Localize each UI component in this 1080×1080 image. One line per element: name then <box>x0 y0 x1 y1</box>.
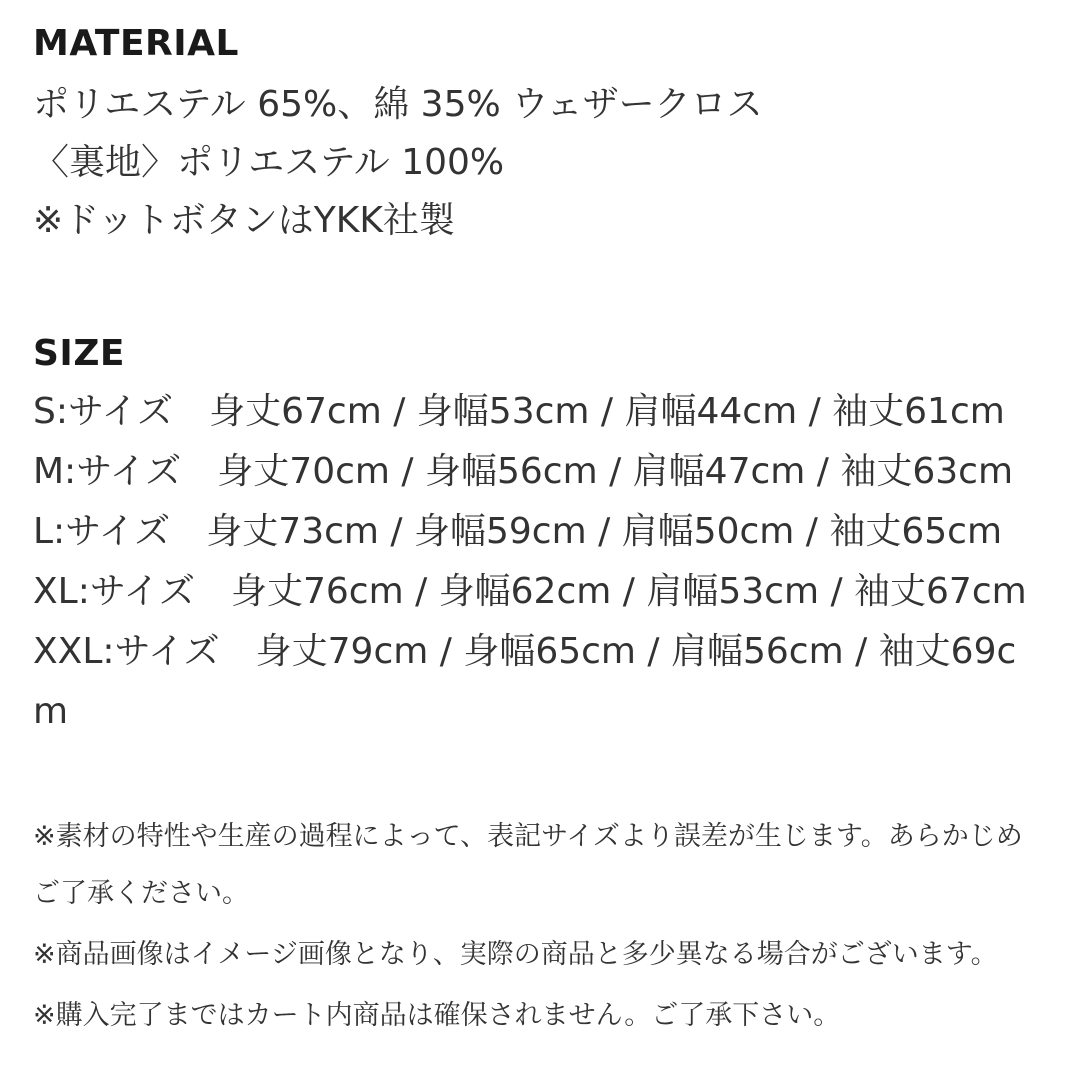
material-section <box>33 24 1047 250</box>
size-row-xl: XL:サイズ 身丈76cm / 身幅62cm / 肩幅53cm / 袖丈67cm <box>33 571 1027 612</box>
size-table <box>33 382 1047 742</box>
material-heading: MATERIAL <box>33 23 239 64</box>
size-heading: SIZE <box>33 333 126 374</box>
disclaimer-notes <box>33 808 1047 1044</box>
material-lines <box>33 76 1047 250</box>
size-row-xxl: XXL:サイズ 身丈79cm / 身幅65cm / 肩幅56cm / 袖丈69cm <box>33 631 1017 732</box>
note-image-difference: ※商品画像はイメージ画像となり、実際の商品と多少異なる場合がございます。 <box>33 939 998 970</box>
note-size-tolerance: ※素材の特性や生産の過程によって、表記サイズより誤差が生じます。あらかじめご了承ください。 <box>33 821 1023 909</box>
size-row-s: S:サイズ 身丈67cm / 身幅53cm / 肩幅44cm / 袖丈61cm <box>33 391 1005 432</box>
material-composition-line: ポリエステル 65%、綿 35% ウェザークロス <box>33 84 763 125</box>
size-row-m: M:サイズ 身丈70cm / 身幅56cm / 肩幅47cm / 袖丈63cm <box>33 451 1014 492</box>
size-section <box>33 334 1047 742</box>
material-button-note-line: ※ドットボタンはYKK社製 <box>33 200 455 241</box>
size-row-l: L:サイズ 身丈73cm / 身幅59cm / 肩幅50cm / 袖丈65cm <box>33 511 1003 552</box>
note-cart-reservation: ※購入完了まではカート内商品は確保されません。ご了承下さい。 <box>33 1000 841 1031</box>
material-lining-line: 〈裏地〉ポリエステル 100% <box>33 142 505 183</box>
